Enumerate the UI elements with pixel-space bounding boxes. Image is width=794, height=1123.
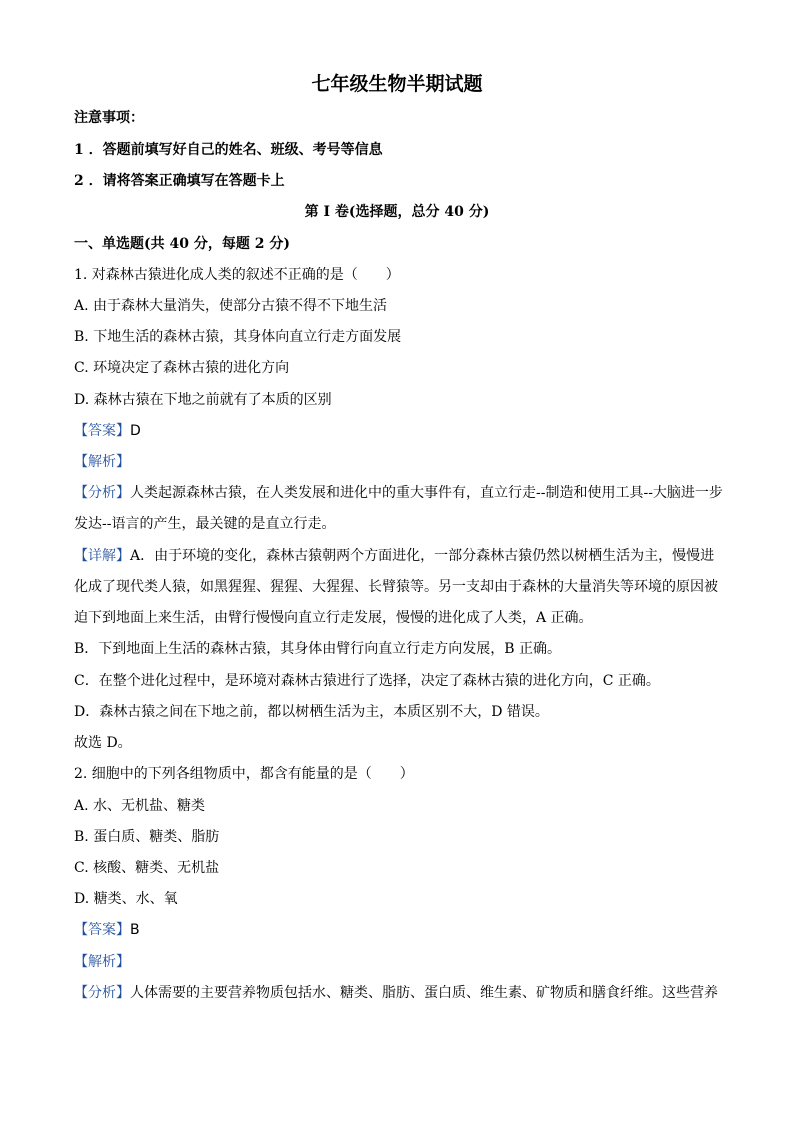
conclusion-text: 故选 D。 bbox=[74, 735, 132, 751]
analysis-line bbox=[74, 952, 734, 972]
question-stem: 1. 对森林古猿进化成人类的叙述不正确的是（ ） bbox=[74, 267, 400, 283]
option-a: A. 水、无机盐、糖类 bbox=[74, 798, 206, 814]
option-b: B. 下地生活的森林古猿，其身体向直立行走方面发展 bbox=[74, 329, 402, 345]
fenxi-text: 发达--语言的产生，最关键的是直立行走。 bbox=[74, 516, 336, 532]
option-b: B. 蛋白质、糖类、脂肪 bbox=[74, 829, 220, 845]
answer-tag: 【答案】 bbox=[74, 922, 130, 938]
fenxi-tag: 【分析】 bbox=[74, 485, 130, 501]
note-item: 1 ．答题前填写好自己的姓名、班级、考号等信息 bbox=[74, 142, 383, 158]
xiangjie-text: C．在整个进化过程中，是环境对森林古猿进行了选择，决定了森林古猿的进化方向，C 正确。 bbox=[74, 673, 660, 689]
question-stem: 2. 细胞中的下列各组物质中，都含有能量的是（ ） bbox=[74, 766, 414, 782]
option-d: D. 森林古猿在下地之前就有了本质的区别 bbox=[74, 392, 332, 408]
xiangjie-tag: 【详解】 bbox=[74, 548, 130, 564]
analysis-tag: 【解析】 bbox=[74, 454, 130, 470]
xiangjie-line bbox=[74, 546, 734, 566]
xiangjie-text: D．森林古猿之间在下地之前，都以树栖生活为主，本质区别不大，D 错误。 bbox=[74, 704, 549, 720]
fenxi-line bbox=[74, 983, 734, 1003]
fenxi-line bbox=[74, 483, 734, 503]
option-d: D. 糖类、水、氧 bbox=[74, 891, 178, 907]
fenxi-text: 人类起源森林古猿，在人类发展和进化中的重大事件有，直立行走--制造和使用工具--大脑进一步 bbox=[130, 485, 723, 501]
answer-line bbox=[74, 920, 734, 940]
fenxi-text: 人体需要的主要营养物质包括水、糖类、脂肪、蛋白质、维生素、矿物质和膳食纤维。这些营养 bbox=[130, 985, 718, 1001]
notes-heading: 注意事项： bbox=[74, 110, 144, 126]
answer-value: B bbox=[130, 922, 140, 938]
xiangjie-text: 迫下到地面上来生活，由臂行慢慢向直立行走发展，慢慢的进化成了人类，A 正确。 bbox=[74, 610, 593, 626]
page-title: 七年级生物半期试题 bbox=[311, 73, 483, 95]
option-c: C. 核酸、糖类、无机盐 bbox=[74, 860, 220, 876]
section-title: 第 I 卷(选择题，总分 40 分) bbox=[304, 204, 490, 220]
xiangjie-text: 化成了现代类人猿，如黑猩猩、猩猩、大猩猩、长臂猿等。另一支却由于森林的大量消失等环境的原因被 bbox=[74, 579, 718, 595]
part-title: 一、单选题(共 40 分，每题 2 分) bbox=[74, 236, 290, 252]
xiangjie-text: A．由于环境的变化，森林古猿朝两个方面进化，一部分森林古猿仍然以树栖生活为主，慢慢进 bbox=[130, 548, 715, 564]
answer-line bbox=[74, 421, 734, 441]
answer-tag: 【答案】 bbox=[74, 423, 130, 439]
option-c: C. 环境决定了森林古猿的进化方向 bbox=[74, 360, 290, 376]
option-a: A. 由于森林大量消失，使部分古猿不得不下地生活 bbox=[74, 298, 388, 314]
fenxi-tag: 【分析】 bbox=[74, 985, 130, 1001]
note-item: 2 ．请将答案正确填写在答题卡上 bbox=[74, 173, 285, 189]
answer-value: D bbox=[130, 423, 141, 439]
analysis-line bbox=[74, 452, 734, 472]
xiangjie-text: B．下到地面上生活的森林古猿，其身体由臂行向直立行走方向发展，B 正确。 bbox=[74, 641, 562, 657]
analysis-tag: 【解析】 bbox=[74, 954, 130, 970]
